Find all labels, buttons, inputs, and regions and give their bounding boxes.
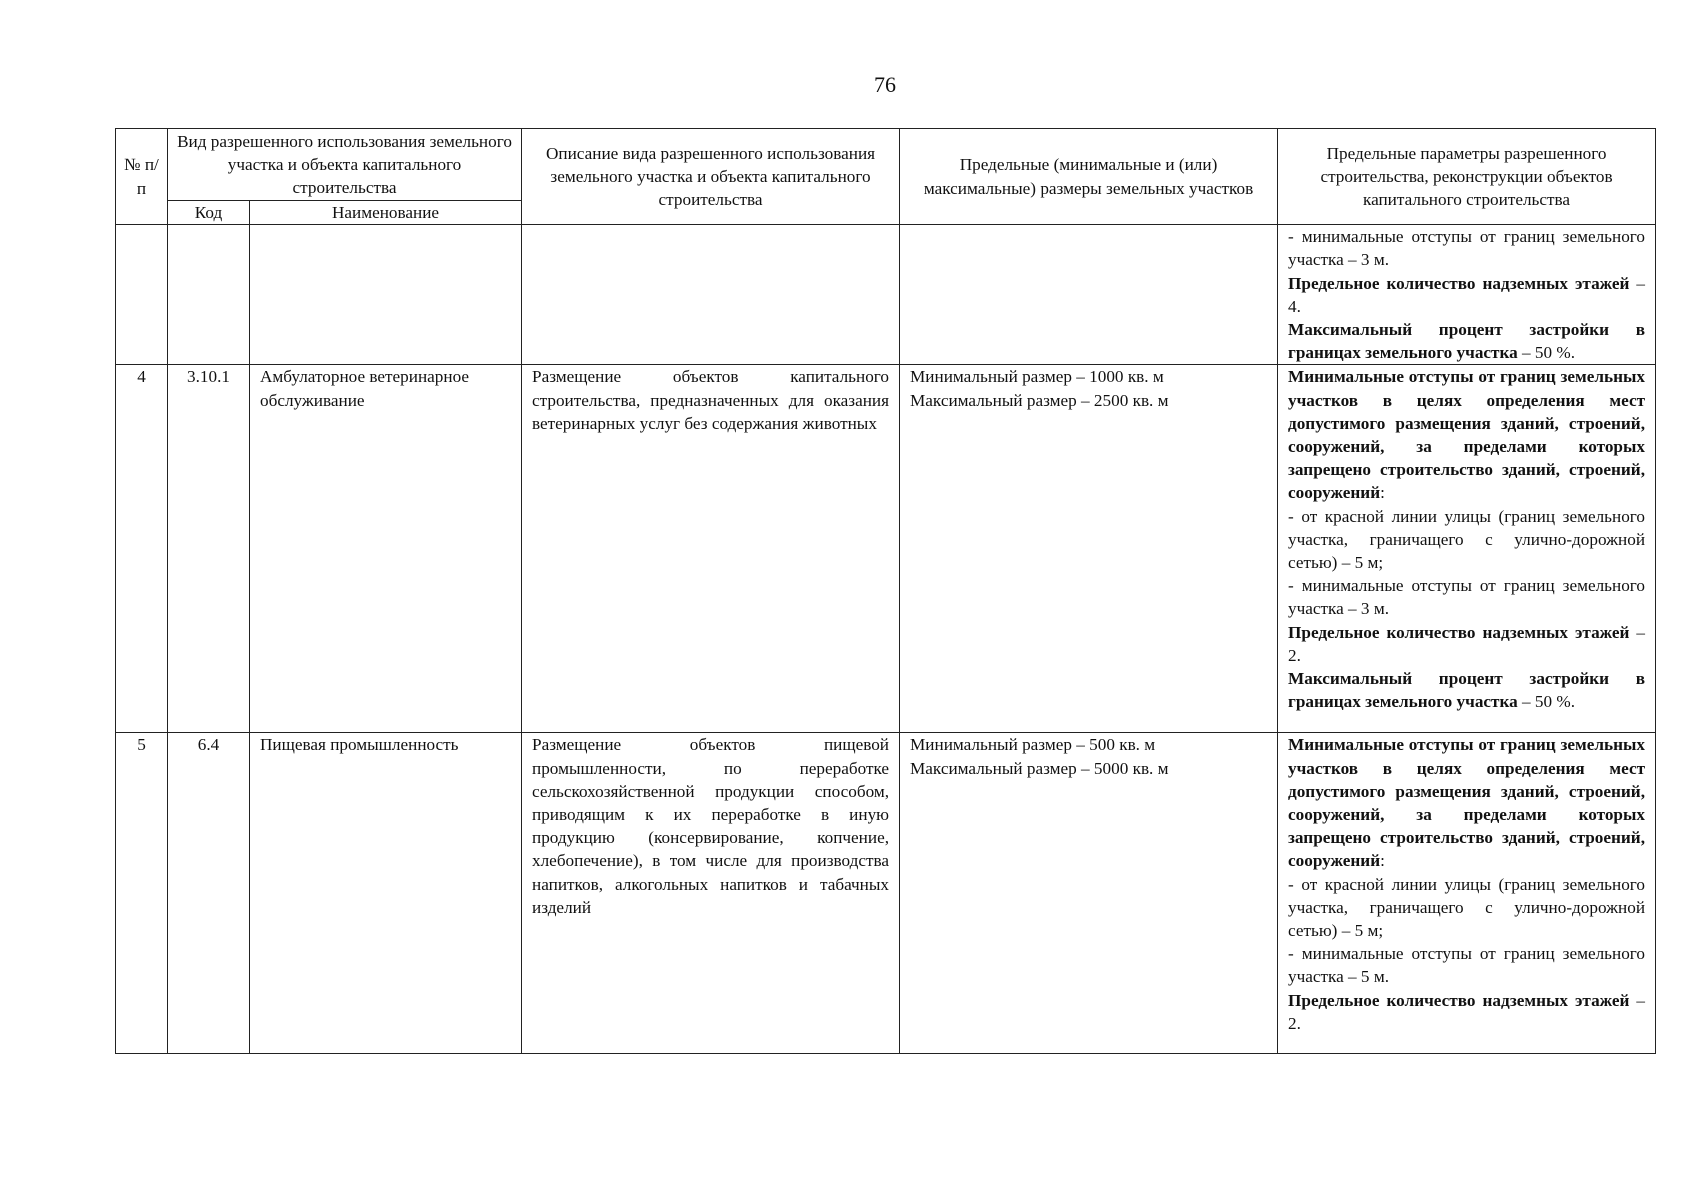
- param-tail: :: [1380, 851, 1385, 871]
- size-max: Максимальный размер – 5000 кв. м: [910, 758, 1169, 778]
- param-line: - от красной линии улицы (границ земельного участка, граничащего с улично-дорожной сетью) – 5 м;: [1288, 874, 1646, 941]
- row-sizes: [900, 733, 1278, 1054]
- param-tail: – 50 %.: [1517, 343, 1576, 363]
- param-bold: Максимальный процент застройки в границах земельного участка: [1288, 669, 1646, 712]
- row-num: 5: [116, 733, 168, 1054]
- param-line: [1288, 318, 1645, 364]
- row-sizes: [900, 225, 1278, 365]
- header-description: Описание вида разрешенного использования земельного участка и объекта капитального строительства: [522, 129, 900, 225]
- regulations-table: [115, 128, 1656, 1054]
- size-min: Минимальный размер – 500 кв. м: [910, 735, 1156, 755]
- header-params: Предельные параметры разрешенного строительства, реконструкции объектов капитального строительства: [1278, 129, 1656, 225]
- param-line: - минимальные отступы от границ земельного участка – 5 м.: [1288, 944, 1646, 987]
- table-header: [116, 129, 1656, 225]
- param-line: [1288, 667, 1645, 713]
- header-vid-group: Вид разрешенного использования земельного участка и объекта капитального строительства: [168, 129, 522, 201]
- row-description: Размещение объектов пищевой промышленности, по переработке сельскохозяйственной продукции способом, приводящим к их переработке в иную продукцию (консервирование, копчение, хлебопечение), в том числе для производства напитков, алкогольных напитков и табачных изделий: [522, 733, 900, 1054]
- param-bold: Минимальные отступы от границ земельных участков в целях определения мест допустимого размещения зданий, строений, сооружений, за пределами которых запрещено строительство зданий, строений, сооружений: [1288, 367, 1646, 503]
- param-bold: Минимальные отступы от границ земельных участков в целях определения мест допустимого размещения зданий, строений, сооружений, за пределами которых запрещено строительство зданий, строений, сооружений: [1288, 735, 1646, 871]
- header-code: Код: [168, 201, 250, 225]
- param-tail: – 2.: [1288, 622, 1646, 665]
- header-sizes: Предельные (минимальные и (или) максимальные) размеры земельных участков: [900, 129, 1278, 225]
- param-line: [1288, 989, 1645, 1035]
- size-max: Максимальный размер – 2500 кв. м: [910, 390, 1169, 410]
- param-tail: – 4.: [1288, 273, 1646, 316]
- param-bold: Предельное количество надземных этажей: [1288, 622, 1630, 642]
- param-tail: – 2.: [1288, 990, 1646, 1033]
- header-name: Наименование: [250, 201, 522, 225]
- row-params: [1278, 733, 1656, 1054]
- param-line: [1288, 621, 1645, 667]
- param-line: [1288, 365, 1645, 504]
- page-number: 76: [874, 72, 896, 97]
- param-line: - от красной линии улицы (границ земельного участка, граничащего с улично-дорожной сетью) – 5 м;: [1288, 506, 1646, 573]
- param-line: [1288, 272, 1645, 318]
- row-code: [168, 225, 250, 365]
- table-row: [116, 225, 1656, 365]
- row-sizes: [900, 365, 1278, 733]
- param-bold: Предельное количество надземных этажей: [1288, 273, 1630, 293]
- row-num: 4: [116, 365, 168, 733]
- table-row: [116, 365, 1656, 733]
- row-code: 3.10.1: [168, 365, 250, 733]
- param-line: - минимальные отступы от границ земельного участка – 3 м.: [1288, 576, 1646, 619]
- row-description: Размещение объектов капитального строительства, предназначенных для оказания ветеринарных услуг без содержания животных: [522, 365, 900, 733]
- row-params: [1278, 225, 1656, 365]
- row-name: Пищевая промышленность: [250, 733, 522, 1054]
- param-line: [1288, 733, 1645, 872]
- param-tail: :: [1380, 483, 1385, 503]
- row-name: [250, 225, 522, 365]
- param-line: - минимальные отступы от границ земельного участка – 3 м.: [1288, 227, 1646, 270]
- table-row: [116, 733, 1656, 1054]
- row-name: Амбулаторное ветеринарное обслуживание: [250, 365, 522, 733]
- header-num: № п/п: [116, 129, 168, 225]
- row-code: 6.4: [168, 733, 250, 1054]
- param-tail: – 50 %.: [1517, 692, 1576, 712]
- row-params: [1278, 365, 1656, 733]
- row-num: [116, 225, 168, 365]
- param-bold: Предельное количество надземных этажей: [1288, 990, 1630, 1010]
- row-description: [522, 225, 900, 365]
- param-bold: Максимальный процент застройки в границах земельного участка: [1288, 320, 1646, 363]
- size-min: Минимальный размер – 1000 кв. м: [910, 367, 1164, 387]
